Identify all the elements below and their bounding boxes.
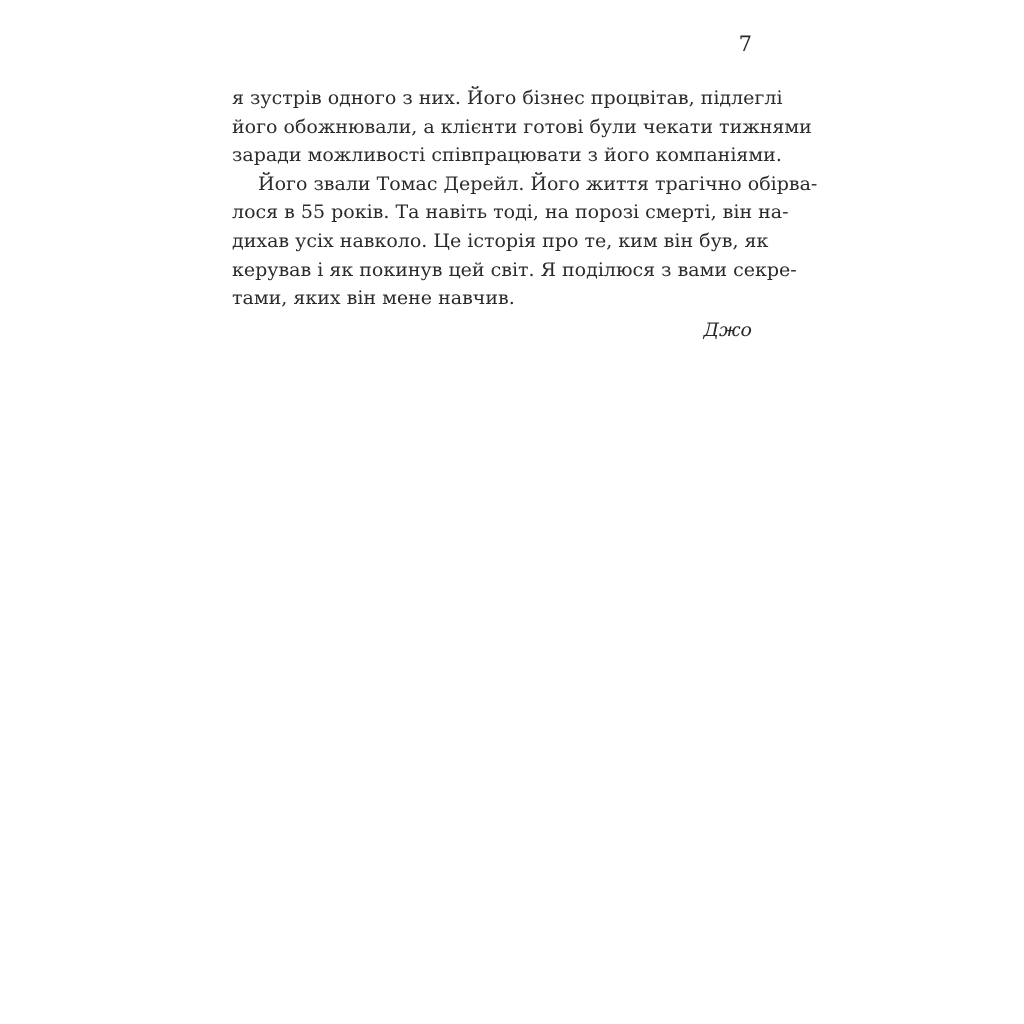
paragraph-2 (232, 170, 818, 313)
text-line: Його звали Томас Дерейл. Його життя трагічно обірва- (258, 172, 818, 195)
page-number: 7 (738, 32, 752, 56)
signature: Джо (703, 318, 752, 341)
text-line: заради можливості співпрацювати з його компаніями. (232, 144, 782, 167)
text-line: тами, яких він мене навчив. (232, 287, 515, 310)
body-text (232, 84, 818, 344)
text-line: його обожнювали, а клієнти готові були чекати тижнями (232, 115, 812, 138)
text-line: лося в 55 років. Та навіть тоді, на порозі смерті, він на- (232, 201, 789, 224)
text-line: я зустрів одного з них. Його бізнес процвітав, підлеглі (232, 87, 783, 109)
text-line: дихав усіх навколо. Це історія про те, ким він був, як (232, 229, 769, 252)
text-line: керував і як покинув цей світ. Я поділюся з вами секре- (232, 258, 797, 281)
paragraph-1 (232, 84, 812, 170)
